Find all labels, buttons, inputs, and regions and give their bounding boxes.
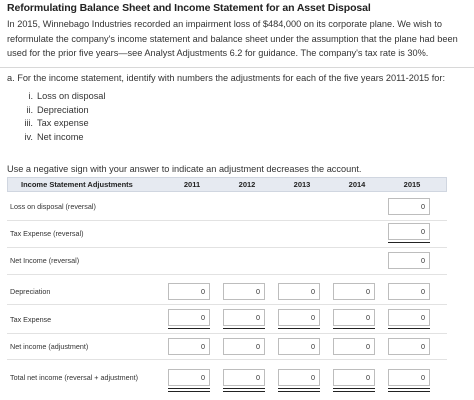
input-tax-expense-reversal-2015[interactable]: 0: [388, 223, 430, 240]
row-label-loss-on-disposal-reversal: Loss on disposal (reversal): [10, 202, 96, 211]
input-net-income-adjustment-2011[interactable]: 0: [168, 338, 210, 355]
row-label-net-income-reversal: Net Income (reversal): [10, 256, 80, 265]
double-underline: [223, 388, 265, 392]
row-divider: [7, 274, 447, 275]
problem-intro: In 2015, Winnebago Industries recorded an impairment loss of $484,000 on its corporate plane. We wish to reformulate the company's income statement and balance sheet under the assumption that the plane had been used for the prior five years—see Analyst Adjustments 6.2 for guidance. The company's tax rate is 30%.: [7, 19, 458, 58]
header-year-2014: 2014: [348, 180, 366, 189]
row-divider: [7, 247, 447, 248]
header-year-2013: 2013: [293, 180, 311, 189]
question-item: iv. Net income: [24, 131, 84, 142]
table-header: [7, 177, 447, 192]
input-total-net-income-2011[interactable]: 0: [168, 369, 210, 386]
input-loss-on-disposal-reversal-2015[interactable]: 0: [388, 198, 430, 215]
input-depreciation-2012[interactable]: 0: [223, 283, 265, 300]
input-total-net-income-2015[interactable]: 0: [388, 369, 430, 386]
input-net-income-adjustment-2012[interactable]: 0: [223, 338, 265, 355]
single-underline: [278, 328, 320, 329]
row-label-tax-expense-reversal: Tax Expense (reversal): [10, 229, 84, 238]
row-label-total-net-income: Total net income (reversal + adjustment): [10, 373, 139, 382]
problem-title: Reformulating Balance Sheet and Income Statement for an Asset Disposal: [7, 2, 371, 14]
question-items: [22, 90, 105, 144]
input-depreciation-2011[interactable]: 0: [168, 283, 210, 300]
input-net-income-reversal-2015[interactable]: 0: [388, 252, 430, 269]
input-depreciation-2015[interactable]: 0: [388, 283, 430, 300]
input-total-net-income-2013[interactable]: 0: [278, 369, 320, 386]
header-year-2012: 2012: [238, 180, 256, 189]
input-net-income-adjustment-2013[interactable]: 0: [278, 338, 320, 355]
header-year-2015: 2015: [403, 180, 421, 189]
input-total-net-income-2012[interactable]: 0: [223, 369, 265, 386]
question-item: iii. Tax expense: [24, 118, 89, 128]
single-underline: [223, 328, 265, 329]
question-item: ii. Depreciation: [26, 104, 89, 115]
input-net-income-adjustment-2015[interactable]: 0: [388, 338, 430, 355]
double-underline: [333, 388, 375, 392]
single-underline: [168, 328, 210, 329]
input-tax-expense-2013[interactable]: 0: [278, 309, 320, 326]
double-underline: [168, 388, 210, 392]
row-divider: [7, 359, 447, 360]
single-underline: [388, 328, 430, 329]
row-divider: [7, 220, 447, 221]
header-label: Income Statement Adjustments: [21, 180, 133, 189]
row-label-tax-expense: Tax Expense: [10, 315, 52, 324]
input-tax-expense-2011[interactable]: 0: [168, 309, 210, 326]
double-underline: [278, 388, 320, 392]
input-net-income-adjustment-2014[interactable]: 0: [333, 338, 375, 355]
double-underline: [388, 388, 430, 392]
single-underline: [333, 328, 375, 329]
input-tax-expense-2012[interactable]: 0: [223, 309, 265, 326]
row-label-depreciation: Depreciation: [10, 287, 51, 296]
question-item: i. Loss on disposal: [28, 91, 106, 101]
input-total-net-income-2014[interactable]: 0: [333, 369, 375, 386]
question-prompt: a. For the income statement, identify with numbers the adjustments for each of the five years 2011-2015 for:: [7, 73, 445, 83]
instruction-text: Use a negative sign with your answer to indicate an adjustment decreases the account.: [7, 164, 362, 174]
input-depreciation-2013[interactable]: 0: [278, 283, 320, 300]
row-divider: [7, 304, 447, 305]
input-tax-expense-2014[interactable]: 0: [333, 309, 375, 326]
row-divider: [7, 333, 447, 334]
single-underline: [388, 242, 430, 243]
input-tax-expense-2015[interactable]: 0: [388, 309, 430, 326]
row-label-net-income-adjustment: Net income (adjustment): [10, 342, 89, 351]
input-depreciation-2014[interactable]: 0: [333, 283, 375, 300]
header-year-2011: 2011: [183, 180, 201, 189]
section-divider: [0, 67, 474, 68]
